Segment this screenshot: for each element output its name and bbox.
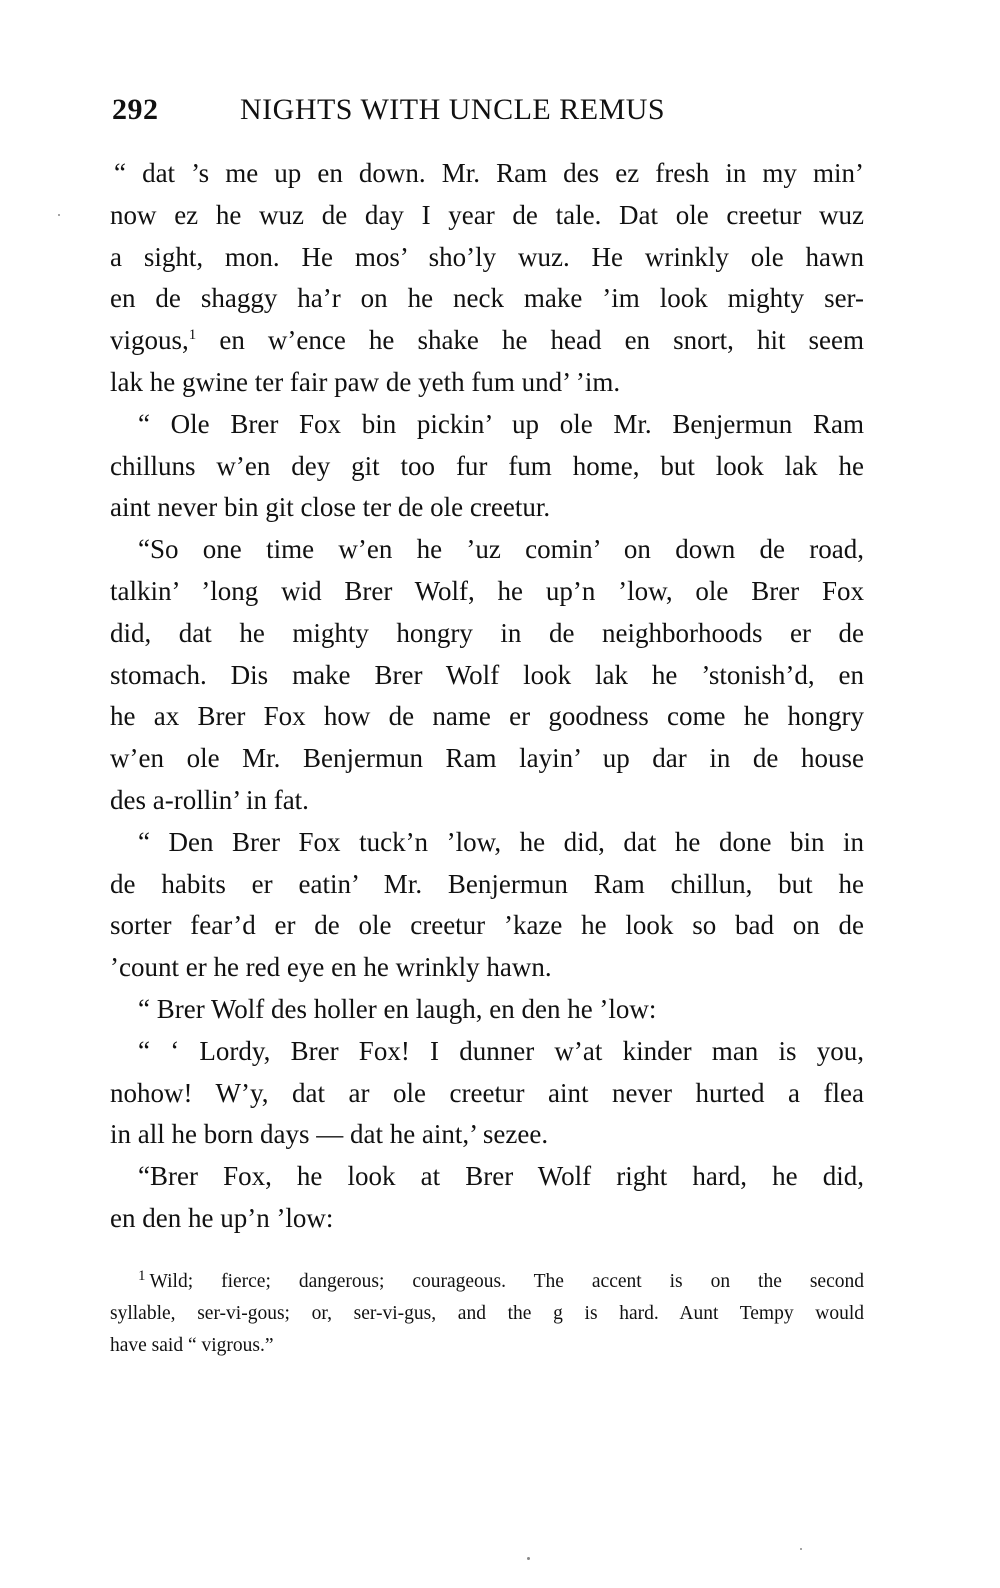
text-line: did, dat he mighty hongry in de neighborhoods er de bbox=[110, 617, 864, 648]
text-line: talkin’ ’long wid Brer Wolf, he up’n ’low, ole Brer Fox bbox=[110, 575, 864, 606]
footnote-line bbox=[110, 1266, 864, 1298]
text-line: chilluns w’en dey git too fur fum home, but look lak he bbox=[110, 450, 864, 481]
footnote-line: have said “ vigrous.” bbox=[110, 1335, 274, 1356]
text-line: “ dat ’s me up en down. Mr. Ram des ez fresh in my min’ bbox=[114, 158, 864, 188]
text-line: nohow! W’y, dat ar ole creetur aint never hurted a flea bbox=[110, 1077, 864, 1108]
page-header bbox=[112, 93, 872, 133]
text-line: “So one time w’en he ’uz comin’ on down de road, bbox=[138, 534, 864, 565]
page-number: 292 bbox=[112, 93, 159, 126]
text-line: en den he up’n ’low: bbox=[110, 1202, 334, 1233]
text-line: “Brer Fox, he look at Brer Wolf right hard, he did, bbox=[138, 1161, 864, 1192]
text-line: stomach. Dis make Brer Wolf look lak he ’stonish’d, en bbox=[110, 659, 864, 690]
footnote-mark: 1 bbox=[138, 1267, 146, 1284]
text-line: lak he gwine ter fair paw de yeth fum und’ ’im. bbox=[110, 366, 621, 397]
text-line: sorter fear’d er de ole creetur ’kaze he look so bad on de bbox=[110, 910, 864, 941]
text-line: ’count er he red eye en he wrinkly hawn. bbox=[110, 952, 552, 983]
footnote-text: Wild; fierce; dangerous; courageous. The accent is on the second bbox=[149, 1271, 864, 1292]
running-title: NIGHTS WITH UNCLE REMUS bbox=[240, 93, 666, 126]
text-line: “ Den Brer Fox tuck’n ’low, he did, dat he done bin in bbox=[138, 826, 864, 857]
body-text bbox=[110, 153, 864, 1240]
text-line: aint never bin git close ter de ole creetur. bbox=[110, 492, 551, 523]
text-line: w’en ole Mr. Benjermun Ram layin’ up dar in de house bbox=[110, 743, 864, 774]
text-line: in all he born days — dat he aint,’ sezee. bbox=[110, 1119, 549, 1150]
text-fragment: en w’ence he shake he head en snort, hit seem bbox=[196, 325, 864, 356]
text-line: “ Ole Brer Fox bin pickin’ up ole Mr. Benjermun Ram bbox=[138, 408, 864, 439]
scan-speck bbox=[800, 1548, 802, 1550]
scan-speck bbox=[527, 1557, 530, 1560]
text-line: now ez he wuz de day I year de tale. Dat ole creetur wuz bbox=[110, 199, 864, 230]
text-line: en de shaggy ha’r on he neck make ’im look mighty ser- bbox=[110, 283, 864, 314]
text-line: “ ‘ Lordy, Brer Fox! I dunner w’at kinder man is you, bbox=[138, 1035, 864, 1066]
text-line bbox=[110, 320, 864, 362]
footnote bbox=[110, 1266, 864, 1362]
footnote-line: syllable, ser-vi-gous; or, ser-vi-gus, and the g is hard. Aunt Tempy would bbox=[110, 1303, 864, 1324]
text-line: he ax Brer Fox how de name er goodness come he hongry bbox=[110, 701, 864, 732]
text-line: de habits er eatin’ Mr. Benjermun Ram chillun, but he bbox=[110, 868, 864, 899]
footnote-reference: 1 bbox=[188, 327, 197, 344]
text-fragment: vigous, bbox=[110, 325, 189, 356]
scan-speck bbox=[58, 214, 60, 216]
text-line: “ Brer Wolf des holler en laugh, en den he ’low: bbox=[138, 993, 657, 1024]
text-line: des a-rollin’ in fat. bbox=[110, 784, 309, 815]
text-line: a sight, mon. He mos’ sho’ly wuz. He wrinkly ole hawn bbox=[110, 241, 864, 272]
